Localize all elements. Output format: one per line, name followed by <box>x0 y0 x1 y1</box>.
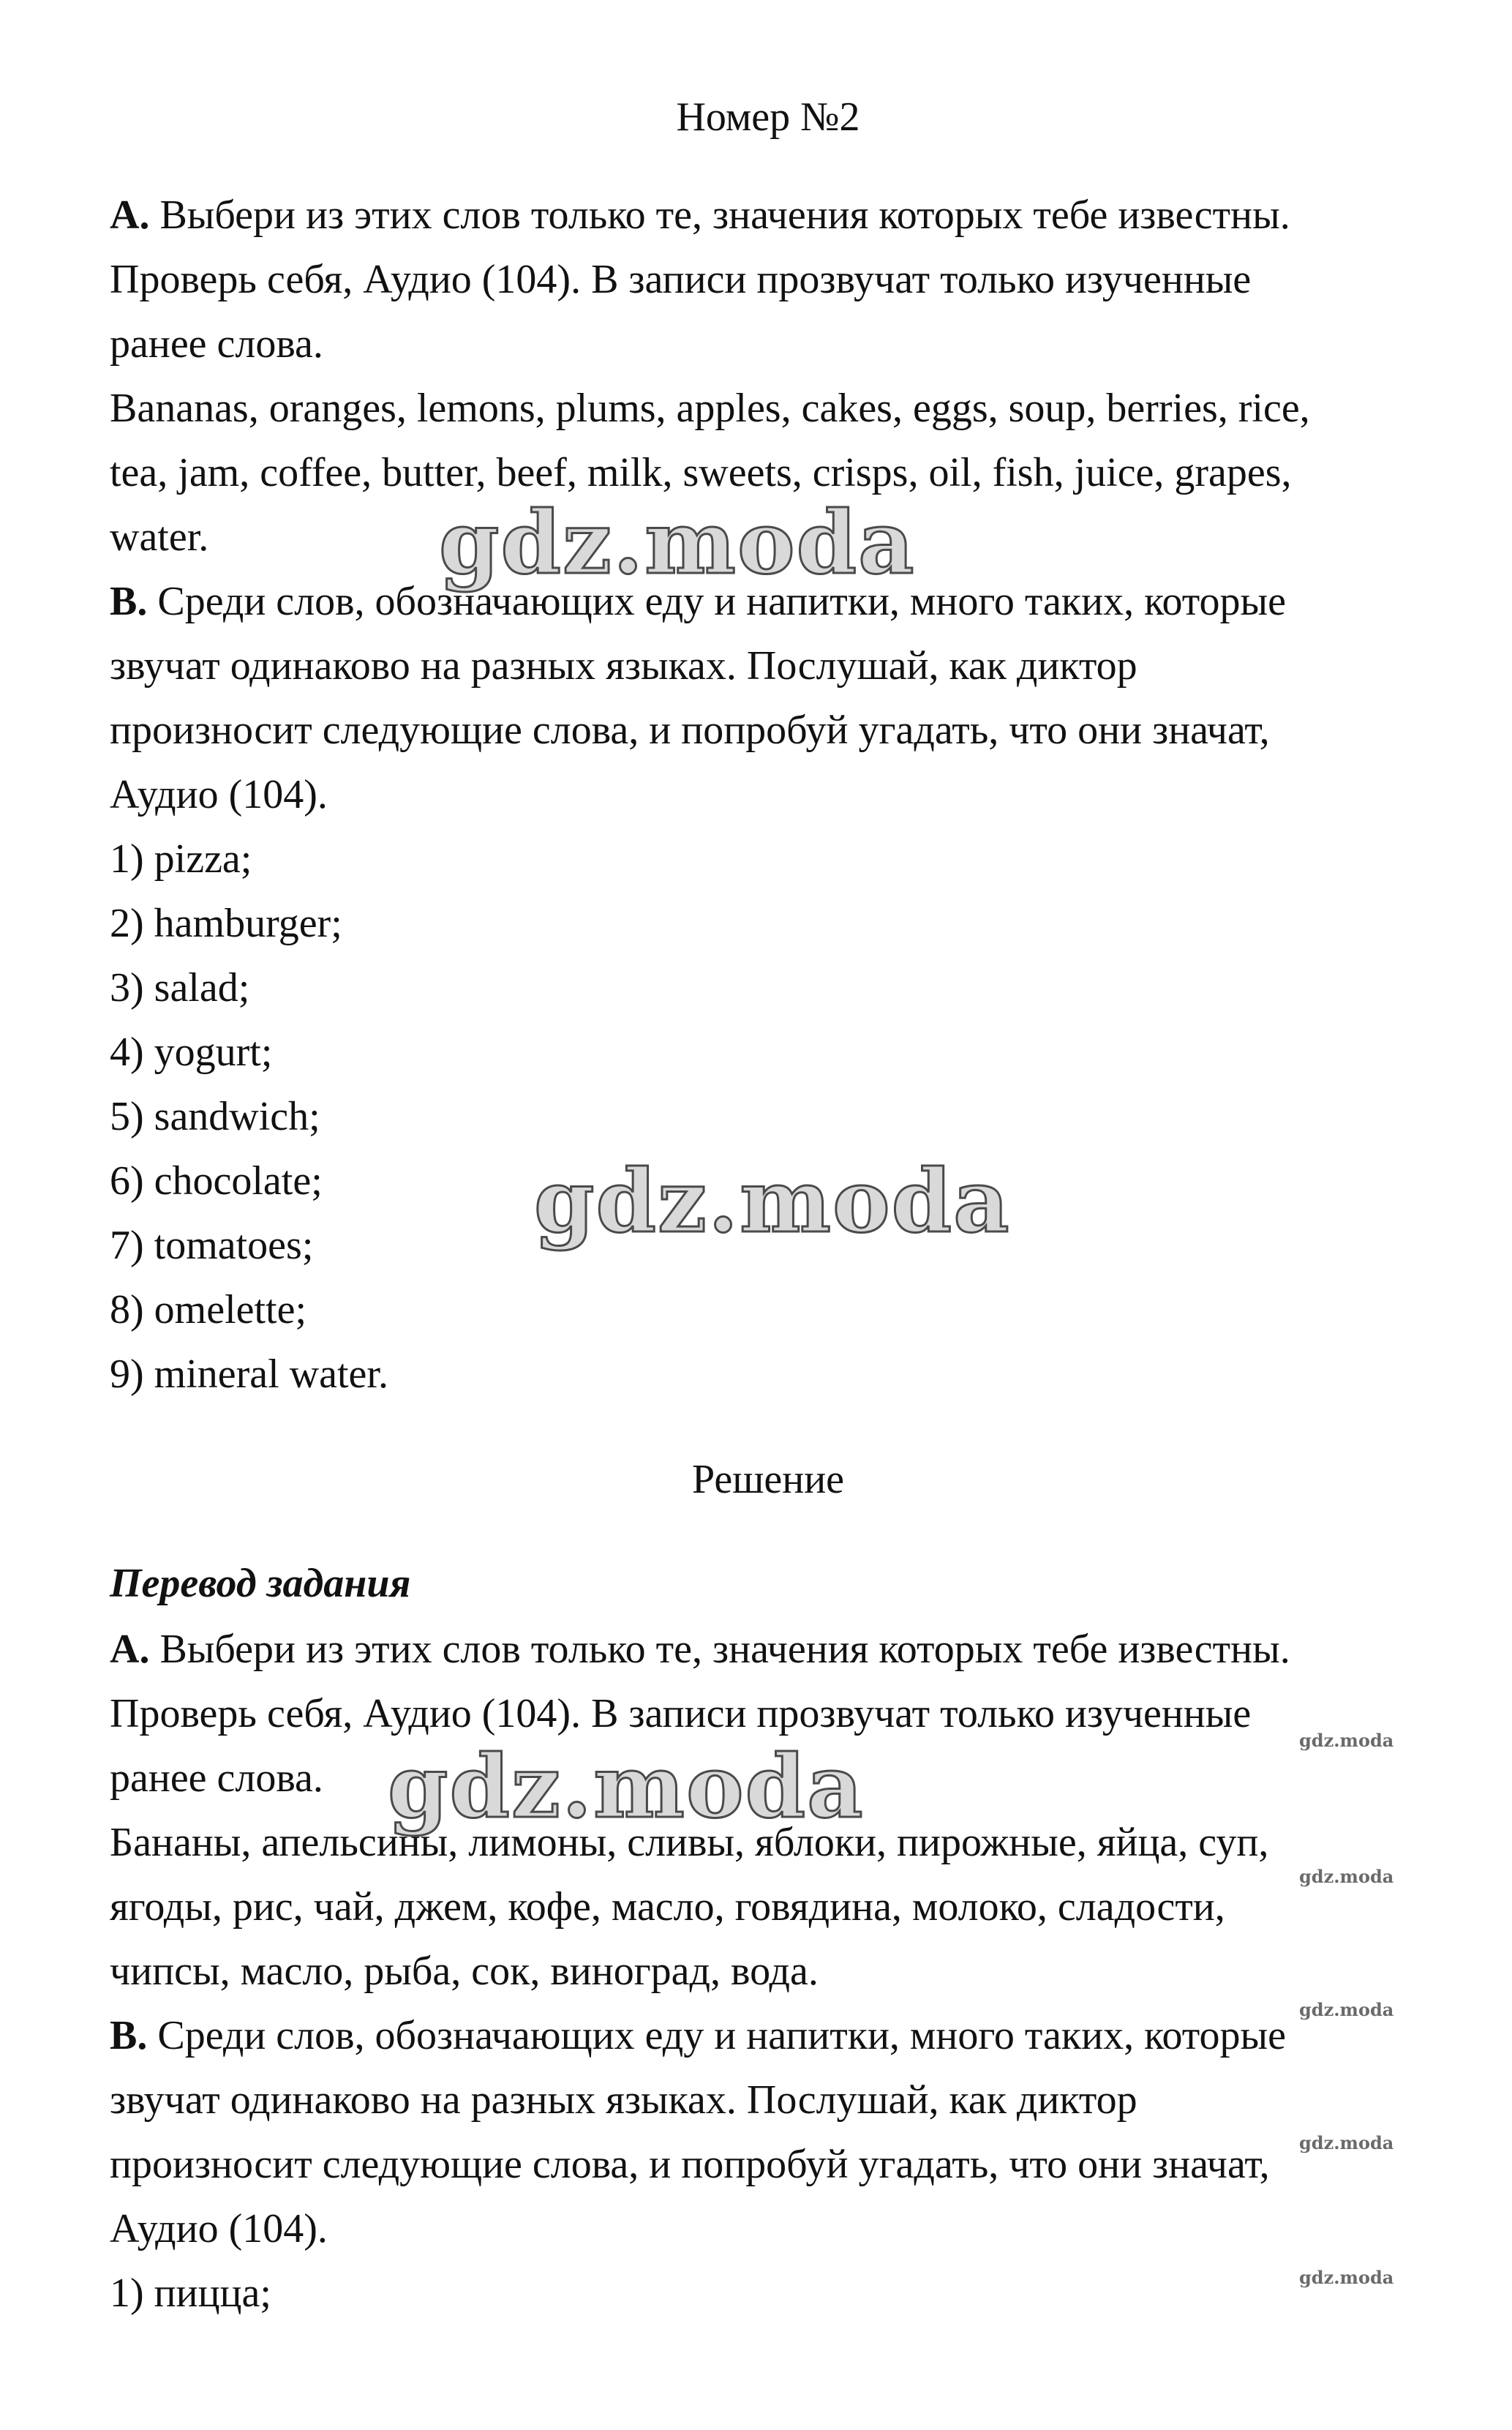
solution-a-marker: А. <box>110 1627 150 1672</box>
task-a-line-1 <box>110 189 1290 241</box>
task-words-line-1: Bananas, oranges, lemons, plums, apples, cakes, eggs, soup, berries, rice, <box>110 386 1310 431</box>
solution-a-line-2: Проверь себя, Аудио (104). В записи прозвучат только изученные <box>110 1691 1252 1736</box>
solution-b-line-2: звучат одинаково на разных языках. Послушай, как диктор <box>110 2077 1137 2123</box>
solution-words-line-3: чипсы, масло, рыба, сок, виноград, вода. <box>110 1949 819 1994</box>
list-item: 6) chocolate; <box>110 1158 323 1204</box>
watermark: gdz.moda <box>534 1150 1011 1252</box>
solution-a-line-3: ранее слова. <box>110 1755 323 1801</box>
task-a-text-1: Выбери из этих слов только те, значения которых тебе известны. <box>149 192 1290 238</box>
solution-words-line-2: ягоды, рис, чай, джем, кофе, масло, говядина, молоко, сладости, <box>110 1884 1225 1930</box>
solution-a-text-1: Выбери из этих слов только те, значения которых тебе известны. <box>149 1627 1290 1672</box>
watermark: gdz.moda <box>439 492 916 593</box>
task-b-line-3: произносит следующие слова, и попробуй угадать, что они значат, <box>110 708 1270 753</box>
list-item: 1) pizza; <box>110 836 252 882</box>
task-a-line-3: ранее слова. <box>110 321 323 367</box>
watermark-small: gdz.moda <box>1299 2132 1394 2153</box>
watermark: gdz.moda <box>388 1736 865 1837</box>
task-b-marker: В. <box>110 579 148 624</box>
solution-b-line-4: Аудио (104). <box>110 2206 328 2251</box>
task-a-marker: А. <box>110 192 150 238</box>
translation-heading: Перевод задания <box>110 1561 411 1606</box>
list-item: 5) sandwich; <box>110 1094 320 1139</box>
solution-a-line-1 <box>110 1623 1290 1676</box>
list-item: 2) hamburger; <box>110 901 342 946</box>
solution-b-line-3: произносит следующие слова, и попробуй угадать, что они значат, <box>110 2142 1270 2187</box>
solution-b-line-1 <box>110 2009 1286 2062</box>
solution-b-text-1: Среди слов, обозначающих еду и напитки, много таких, которые <box>147 2013 1286 2058</box>
solution-b-marker: В. <box>110 2013 148 2058</box>
watermark-small: gdz.moda <box>1299 1866 1394 1887</box>
solution-words-line-1: Бананы, апельсины, лимоны, сливы, яблоки, пирожные, яйца, суп, <box>110 1820 1269 1865</box>
watermark-small: gdz.moda <box>1299 2267 1394 2288</box>
solution-list-item: 1) пицца; <box>110 2270 271 2316</box>
page-title: Номер №2 <box>676 94 860 140</box>
task-a-line-2: Проверь себя, Аудио (104). В записи прозвучат только изученные <box>110 257 1252 302</box>
task-words-line-3: water. <box>110 514 209 560</box>
list-item: 3) salad; <box>110 965 250 1010</box>
list-item: 9) mineral water. <box>110 1351 388 1397</box>
list-item: 4) yogurt; <box>110 1030 273 1075</box>
list-item: 7) tomatoes; <box>110 1223 314 1268</box>
solution-title: Решение <box>691 1457 845 1502</box>
task-b-text-1: Среди слов, обозначающих еду и напитки, много таких, которые <box>147 579 1286 624</box>
watermark-small: gdz.moda <box>1299 1999 1394 2020</box>
task-b-line-4: Аудио (104). <box>110 772 328 817</box>
task-words-line-2: tea, jam, coffee, butter, beef, milk, sweets, crisps, oil, fish, juice, grapes, <box>110 450 1292 495</box>
watermark-small: gdz.moda <box>1299 1730 1394 1751</box>
task-b-line-2: звучат одинаково на разных языках. Послушай, как диктор <box>110 643 1137 689</box>
list-item: 8) omelette; <box>110 1287 307 1332</box>
